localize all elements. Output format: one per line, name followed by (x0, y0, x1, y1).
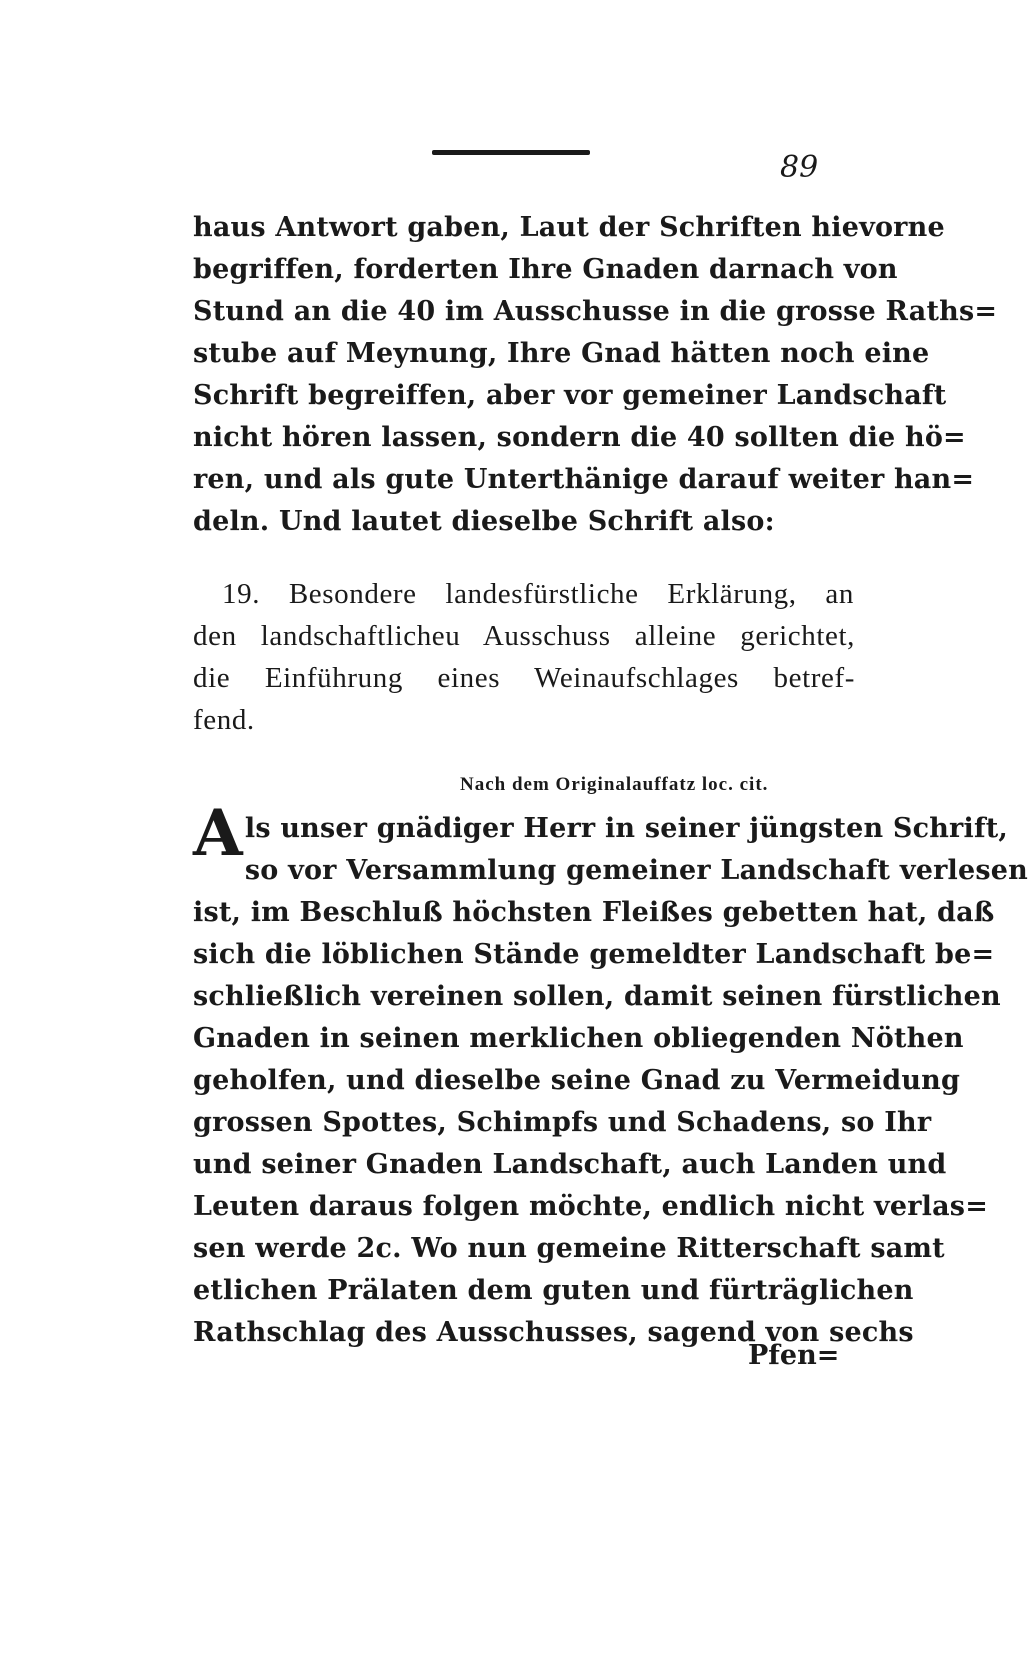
text-line: nicht hören lassen, sondern die 40 sollten die hö= (193, 422, 966, 453)
text-line: begriffen, forderten Ihre Gnaden darnach von (193, 254, 898, 285)
text-line: so vor Versammlung gemeiner Landschaft verlesen (244, 855, 1028, 886)
text-line: und seiner Gnaden Landschaft, auch Landen und (193, 1149, 947, 1180)
heading-line: fend. (193, 704, 255, 736)
section-heading-continued (193, 615, 855, 741)
text-line: sen werde 2c. Wo nun gemeine Ritterschaft samt (193, 1233, 945, 1264)
text-line: Gnaden in seinen merklichen obliegenden Nöthen (193, 1023, 964, 1054)
dropcap-initial: A (193, 796, 243, 871)
text-line: ist, im Beschluß höchsten Fleißes gebetten hat, daß (193, 897, 995, 928)
text-line: Stund an die 40 im Ausschusse in die grosse Raths= (193, 296, 998, 327)
text-line: haus Antwort gaben, Laut der Schriften hievorne (193, 212, 945, 243)
page-number: 89 (780, 150, 819, 185)
source-note: Nach dem Originalauffatz loc. cit. (460, 774, 769, 795)
paragraph-continuation (193, 207, 998, 543)
text-line: ren, und als gute Unterthänige darauf weiter han= (193, 464, 975, 495)
text-line: stube auf Meynung, Ihre Gnad hätten noch eine (193, 338, 930, 369)
text-line: ls unser gnädiger Herr in seiner jüngsten Schrift, (244, 813, 1009, 844)
heading-line: den landschaftlicheu Ausschuss alleine gerichtet, (193, 620, 855, 652)
section-heading (222, 573, 854, 615)
heading-line: 19. Besondere landesfürstliche Erklärung, an (222, 578, 854, 610)
paragraph-main (193, 796, 1028, 1354)
text-line: Schrift begreiffen, aber vor gemeiner Landschaft (193, 380, 947, 411)
catchword: Pfen= (748, 1340, 840, 1371)
text-line: schließlich vereinen sollen, damit seinen fürstlichen (193, 981, 1001, 1012)
text-line: Leuten daraus folgen möchte, endlich nicht verlas= (193, 1191, 989, 1222)
text-line: Rathschlag des Ausschusses, sagend von sechs (193, 1317, 914, 1348)
text-line: sich die löblichen Stände gemeldter Landschaft be= (193, 939, 995, 970)
text-line: deln. Und lautet dieselbe Schrift also: (193, 506, 775, 537)
text-line: etlichen Prälaten dem guten und fürträglichen (193, 1275, 914, 1306)
header-rule (432, 150, 590, 155)
text-line: geholfen, und dieselbe seine Gnad zu Vermeidung (193, 1065, 961, 1096)
text-line: grossen Spottes, Schimpfs und Schadens, so Ihr (193, 1107, 932, 1138)
heading-line: die Einführung eines Weinaufschlages betref- (193, 662, 855, 694)
